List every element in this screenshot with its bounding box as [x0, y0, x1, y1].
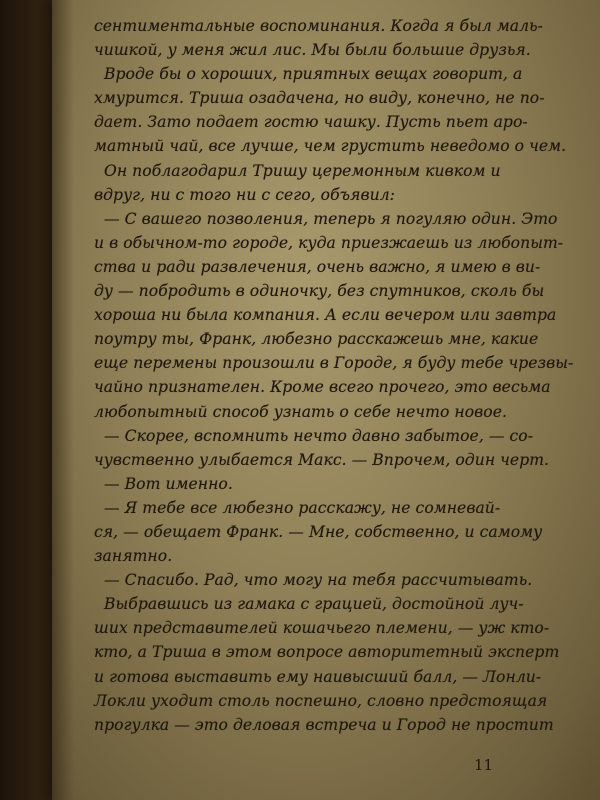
text-line: занятно. — [94, 547, 173, 566]
text-line: чайно признателен. Кроме всего прочего, это весьма — [94, 378, 551, 397]
text-line: любопытный способ узнать о себе нечто новое. — [94, 402, 508, 421]
text-line: ства и ради развлечения, очень важно, я имею в ви- — [94, 257, 541, 276]
text-line: чишкой, у меня жил лис. Мы были большие друзья. — [94, 41, 531, 60]
text-line: — С вашего позволения, теперь я погуляю один. Это — [104, 209, 558, 228]
text-line: поутру ты, Франк, любезно расскажешь мне, какие — [94, 330, 539, 349]
text-line: и в обычном-то городе, куда приезжаешь из любопыт- — [94, 233, 564, 252]
text-line: еще перемены произошли в Городе, я буду тебе чрезвы- — [94, 354, 574, 373]
text-line: прогулка — это деловая встреча и Город не простит — [94, 715, 554, 734]
text-line: — Спасибо. Рад, что могу на тебя рассчитывать. — [104, 571, 533, 590]
text-line: и готова выставить ему наивысший балл, — Лонли- — [94, 667, 542, 686]
text-line: кто, а Триша в этом вопросе авторитетный эксперт — [94, 643, 560, 662]
text-line: сентиментальные воспоминания. Когда я был маль- — [94, 17, 543, 35]
page-number: 11 — [474, 756, 494, 774]
text-line: — Вот именно. — [104, 474, 233, 493]
text-line: ших представителей кошачьего племени, — уж кто- — [94, 619, 550, 638]
text-line: чувственно улыбается Макс. — Впрочем, один черт. — [94, 450, 550, 469]
text-line: вдруг, ни с того ни с сего, объявил: — [94, 185, 395, 204]
text-line: хороша ни была компания. А если вечером или завтра — [94, 306, 557, 325]
text-line: Выбравшись из гамака с грацией, достойной луч- — [104, 595, 524, 614]
page-text — [94, 14, 574, 737]
text-line: дает. Зато подает гостю чашку. Пусть пьет аро- — [94, 113, 528, 132]
text-line: ду — побродить в одиночку, без спутников, сколь бы — [94, 282, 545, 301]
text-line: — Скорее, вспомнить нечто давно забытое, — со- — [104, 426, 534, 445]
text-line: Локли уходит столь поспешно, словно предстоящая — [94, 691, 548, 710]
text-line: ся, — обещает Франк. — Мне, собственно, и самому — [94, 522, 543, 541]
text-line: хмурится. Триша озадачена, но виду, конечно, не по- — [94, 89, 545, 108]
text-line: — Я тебе все любезно расскажу, не сомневай- — [104, 498, 501, 517]
text-line: Он поблагодарил Тришу церемонным кивком и — [104, 161, 501, 180]
text-line: Вроде бы о хороших, приятных вещах говорит, а — [104, 65, 523, 84]
text-line: матный чай, все лучше, чем грустить неведомо о чем. — [94, 137, 567, 156]
page-gutter — [52, 0, 74, 800]
book-edge-shadow — [0, 0, 60, 800]
